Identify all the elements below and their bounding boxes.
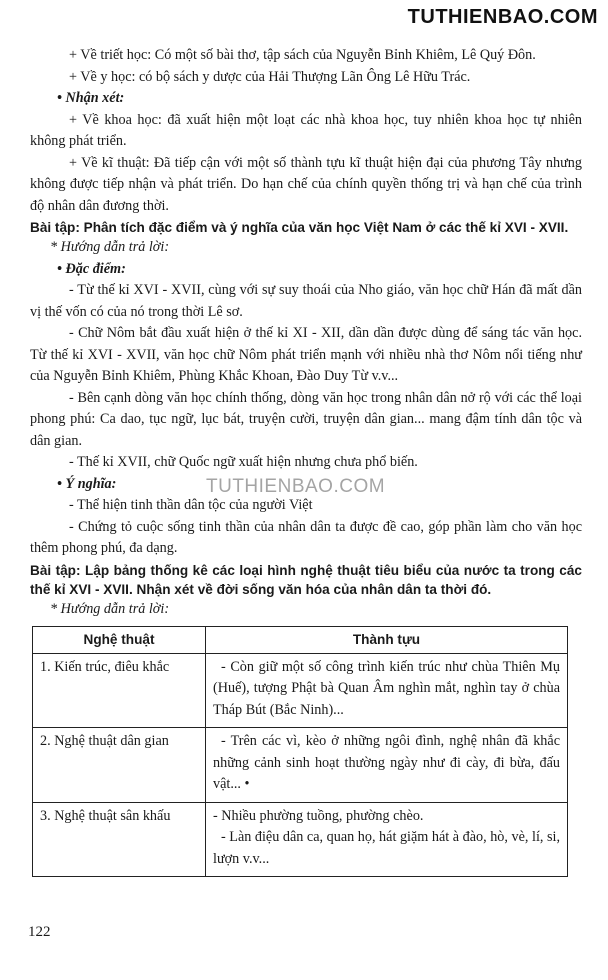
meaning-heading: • Ý nghĩa: bbox=[57, 475, 117, 492]
achievement-cell bbox=[206, 802, 568, 877]
table-header-row bbox=[33, 627, 568, 654]
feature-paragraph: - Thế kỉ XVII, chữ Quốc ngữ xuất hiện nhưng chưa phổ biến. bbox=[69, 454, 418, 470]
meaning-paragraph: - Chứng tỏ cuộc sống tinh thần của nhân dân ta được đề cao, góp phần làm cho văn học thêm phong phú, đa dạng. bbox=[30, 518, 582, 556]
intro-line: + Về triết học: Có một số bài thơ, tập sách của Nguyễn Bỉnh Khiêm, Lê Quý Đôn. bbox=[69, 47, 536, 63]
achievement-cell bbox=[206, 728, 568, 803]
feature-paragraph: - Từ thế kỉ XVI - XVII, cùng với sự suy thoái của Nho giáo, văn học chữ Hán đã mất dần vị thế vốn có của nó trong thời Lê sơ. bbox=[30, 282, 582, 320]
art-type-cell: 2. Nghệ thuật dân gian bbox=[33, 728, 206, 803]
guide-label: * Hướng dẫn trả lời: bbox=[50, 239, 170, 255]
site-logo: TUTHIENBAO.COM bbox=[407, 6, 598, 28]
table-row bbox=[33, 728, 568, 803]
achievement-text: - Còn giữ một số công trình kiến trúc như chùa Thiên Mụ (Huế), tượng Phật bà Quan Âm nghìn mắt, nghìn tay ở chùa Tháp Bút (Bắc Ninh)... bbox=[213, 658, 560, 718]
meaning-paragraph: - Thể hiện tinh thần dân tộc của người Việt bbox=[69, 497, 313, 513]
task-title: Bài tập: Lập bảng thống kê các loại hình nghệ thuật tiêu biểu của nước ta trong các thế kỉ XVI - XVII. Nhận xét về đời sống văn hóa của nhân dân ta thời đó. bbox=[30, 562, 582, 597]
remark-line: + Về kĩ thuật: Đã tiếp cận với một số thành tựu kĩ thuật hiện đại của phương Tây nhưng không được tiếp nhận và phát triển. Do hạn chế của chính quyền thống trị và hạn chế của trình độ nhân dân đương thời. bbox=[30, 154, 582, 214]
watermark: TUTHIENBAO.COM bbox=[206, 476, 386, 497]
art-table bbox=[32, 626, 568, 877]
task-title: Bài tập: Phân tích đặc điểm và ý nghĩa của văn học Việt Nam ở các thế kỉ XVI - XVII. bbox=[30, 220, 569, 235]
page-number: 122 bbox=[28, 924, 51, 940]
table-row bbox=[33, 653, 568, 728]
page-content bbox=[30, 45, 582, 877]
achievement-text: - Làn điệu dân ca, quan họ, hát giặm hát à đào, hò, vè, lí, si, lượn v.v... bbox=[213, 829, 560, 867]
remark-line: + Về khoa học: đã xuất hiện một loạt các nhà khoa học, tuy nhiên khoa học tự nhiên không phát triển. bbox=[30, 111, 582, 149]
column-header: Nghệ thuật bbox=[33, 627, 206, 654]
guide-label: * Hướng dẫn trả lời: bbox=[50, 600, 170, 617]
features-heading: • Đặc điểm: bbox=[57, 260, 126, 277]
art-type-cell: 3. Nghệ thuật sân khấu bbox=[33, 802, 206, 877]
feature-paragraph: - Bên cạnh dòng văn học chính thống, dòng văn học trong nhân dân nở rộ với các thể loại phong phú: Ca dao, tục ngữ, lục bát, truyện cười, truyện dân gian... mang đậm tính dân tộc và dân gian. bbox=[30, 389, 582, 449]
achievement-text: - Trên các vì, kèo ở những ngôi đình, nghệ nhân đã khắc những cảnh sinh hoạt thường ngày như đi cày, đi bừa, đấu vật... • bbox=[213, 733, 560, 792]
remark-heading: • Nhận xét: bbox=[57, 90, 125, 106]
intro-line: + Về y học: có bộ sách y dược của Hải Thượng Lãn Ông Lê Hữu Trác. bbox=[69, 68, 471, 85]
table-row bbox=[33, 802, 568, 877]
achievement-text: - Nhiều phường tuồng, phường chèo. bbox=[213, 807, 424, 824]
art-type-cell: 1. Kiến trúc, điêu khắc bbox=[33, 653, 206, 728]
feature-paragraph: - Chữ Nôm bắt đầu xuất hiện ở thế kỉ XI - XII, dần dần được dùng để sáng tác văn học. Từ thế kỉ XVI - XVII, văn học chữ Nôm phát triển mạnh với nhiều nhà thơ Nôm nổi tiếng như của Nguyễn Bỉnh Khiêm, Phùng Khắc Khoan, Đào Duy Từ v.v... bbox=[30, 325, 582, 384]
achievement-cell bbox=[206, 653, 568, 728]
column-header: Thành tựu bbox=[206, 627, 568, 654]
